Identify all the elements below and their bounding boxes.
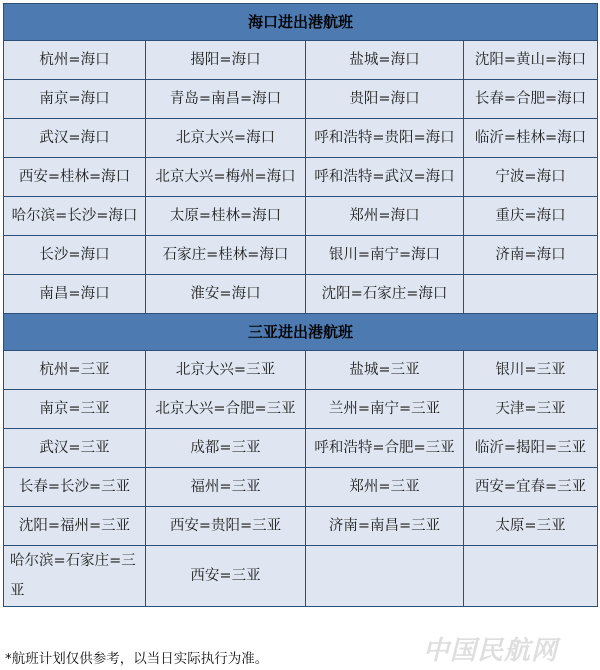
route-cell: 淮安=海口 — [146, 275, 306, 314]
route-cell: 北京大兴=合肥=三亚 — [146, 390, 306, 429]
table-row — [4, 197, 598, 236]
table-row — [4, 351, 598, 390]
route-cell: 西安=桂林=海口 — [4, 158, 146, 197]
route-cell: 南昌=海口 — [4, 275, 146, 314]
route-cell: 长春=长沙=三亚 — [4, 468, 146, 507]
route-cell: 郑州=三亚 — [306, 468, 464, 507]
flight-schedule — [3, 3, 597, 607]
route-cell: 重庆=海口 — [464, 197, 598, 236]
route-cell: 临沂=揭阳=三亚 — [464, 429, 598, 468]
route-cell: 长春=合肥=海口 — [464, 80, 598, 119]
route-cell: 盐城=海口 — [306, 41, 464, 80]
route-cell: 福州=三亚 — [146, 468, 306, 507]
route-cell: 南京=海口 — [4, 80, 146, 119]
table-row — [4, 468, 598, 507]
route-cell: 揭阳=海口 — [146, 41, 306, 80]
route-cell: 贵阳=海口 — [306, 80, 464, 119]
table-row — [4, 390, 598, 429]
watermark-logo: 中国民航网 — [422, 636, 558, 666]
route-cell: 宁波=海口 — [464, 158, 598, 197]
sanya-section-header-row — [4, 314, 598, 351]
table-row — [4, 80, 598, 119]
route-cell: 哈尔滨=长沙=海口 — [4, 197, 146, 236]
table-row — [4, 429, 598, 468]
route-cell: 北京大兴=三亚 — [146, 351, 306, 390]
route-cell: 杭州=三亚 — [4, 351, 146, 390]
flight-table — [3, 3, 598, 607]
sanya-section-title: 三亚进出港航班 — [4, 314, 598, 351]
route-cell: 西安=三亚 — [146, 546, 306, 607]
route-cell: 银川=南宁=海口 — [306, 236, 464, 275]
route-cell: 济南=南昌=三亚 — [306, 507, 464, 546]
route-cell: 沈阳=福州=三亚 — [4, 507, 146, 546]
haikou-section-title: 海口进出港航班 — [4, 4, 598, 41]
route-cell: 呼和浩特=合肥=三亚 — [306, 429, 464, 468]
route-cell: 青岛=南昌=海口 — [146, 80, 306, 119]
flight-table-body — [4, 4, 598, 607]
route-cell: 北京大兴=海口 — [146, 119, 306, 158]
route-cell: 西安=贵阳=三亚 — [146, 507, 306, 546]
route-cell: 呼和浩特=贵阳=海口 — [306, 119, 464, 158]
route-cell: 南京=三亚 — [4, 390, 146, 429]
footnote: *航班计划仅供参考，以当日实际执行为准。 — [5, 651, 269, 667]
table-row — [4, 41, 598, 80]
table-row — [4, 158, 598, 197]
route-cell: 北京大兴=梅州=海口 — [146, 158, 306, 197]
route-cell: 长沙=海口 — [4, 236, 146, 275]
route-cell: 西安=宜春=三亚 — [464, 468, 598, 507]
table-row — [4, 546, 598, 607]
route-cell: 沈阳=石家庄=海口 — [306, 275, 464, 314]
table-row — [4, 236, 598, 275]
table-row — [4, 119, 598, 158]
route-cell: 呼和浩特=武汉=海口 — [306, 158, 464, 197]
route-cell: 成都=三亚 — [146, 429, 306, 468]
table-row — [4, 507, 598, 546]
table-row — [4, 275, 598, 314]
route-cell: 兰州=南宁=三亚 — [306, 390, 464, 429]
route-cell: 盐城=三亚 — [306, 351, 464, 390]
route-cell: 临沂=桂林=海口 — [464, 119, 598, 158]
route-cell: 武汉=海口 — [4, 119, 146, 158]
route-cell: 杭州=海口 — [4, 41, 146, 80]
route-cell: 武汉=三亚 — [4, 429, 146, 468]
empty-cell — [464, 546, 598, 607]
route-cell: 太原=三亚 — [464, 507, 598, 546]
route-cell: 郑州=海口 — [306, 197, 464, 236]
route-cell: 天津=三亚 — [464, 390, 598, 429]
route-cell: 济南=海口 — [464, 236, 598, 275]
haikou-section-header-row — [4, 4, 598, 41]
route-cell: 沈阳=黄山=海口 — [464, 41, 598, 80]
route-cell: 太原=桂林=海口 — [146, 197, 306, 236]
empty-cell — [306, 546, 464, 607]
route-cell: 银川=三亚 — [464, 351, 598, 390]
empty-cell — [464, 275, 598, 314]
route-cell: 哈尔滨=石家庄=三亚 — [4, 546, 146, 607]
route-cell: 石家庄=桂林=海口 — [146, 236, 306, 275]
